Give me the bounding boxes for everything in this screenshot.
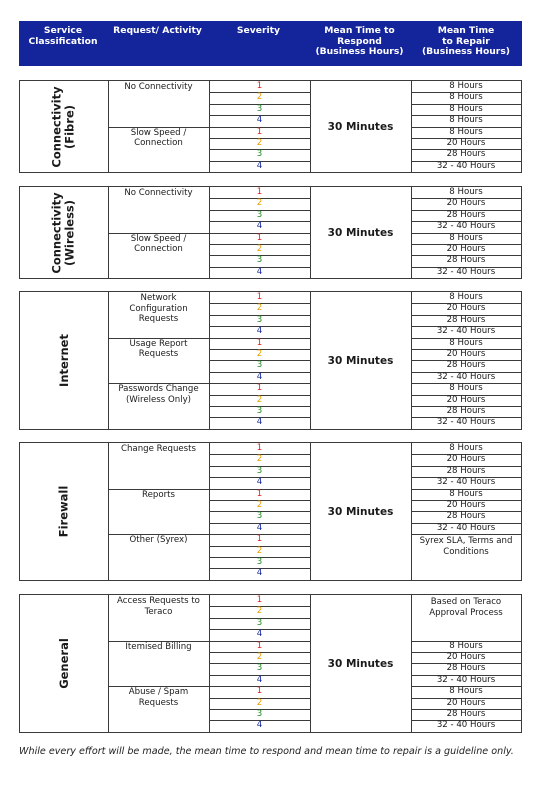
mean-time-repair: 8 Hours bbox=[449, 187, 483, 197]
mean-time-repair: 32 - 40 Hours bbox=[436, 221, 496, 232]
mean-time-repair: 20 Hours bbox=[446, 349, 486, 359]
severity-level: 4 bbox=[256, 115, 263, 126]
severity-level: 3 bbox=[256, 557, 263, 567]
severity-level: 1 bbox=[256, 595, 263, 605]
service-section bbox=[19, 291, 522, 430]
mean-time-repair: 28 Hours bbox=[446, 314, 486, 325]
mean-time-repair: 32 - 40 Hours bbox=[436, 417, 496, 428]
header-severity: Severity bbox=[236, 25, 281, 36]
severity-level: 2 bbox=[256, 606, 263, 617]
request-activity: No Connectivity bbox=[124, 188, 193, 198]
severity-level: 3 bbox=[256, 465, 263, 476]
mean-time-repair: 28 Hours bbox=[446, 709, 486, 719]
mean-time-repair: 8 Hours bbox=[449, 126, 483, 137]
mean-time-repair: 8 Hours bbox=[449, 115, 483, 126]
severity-level: 4 bbox=[256, 477, 263, 488]
mean-time-repair: 28 Hours bbox=[446, 465, 486, 476]
severity-level: 1 bbox=[256, 187, 263, 197]
severity-level: 2 bbox=[256, 303, 263, 314]
request-activity: Passwords Change (Wireless Only) bbox=[118, 384, 199, 405]
severity-level: 1 bbox=[256, 337, 263, 348]
severity-level: 1 bbox=[256, 488, 263, 499]
mean-time-repair: 32 - 40 Hours bbox=[436, 477, 496, 488]
service-section bbox=[19, 186, 522, 279]
request-activity: Network Configuration Requests bbox=[129, 293, 188, 325]
severity-level: 4 bbox=[256, 266, 263, 277]
mean-time-repair: 32 - 40 Hours bbox=[436, 371, 496, 382]
severity-level: 2 bbox=[256, 92, 263, 103]
table-header bbox=[19, 21, 522, 66]
severity-level: 4 bbox=[256, 720, 263, 731]
mean-time-repair: 8 Hours bbox=[449, 92, 483, 103]
header-service-classification: Service Classification bbox=[28, 25, 98, 47]
severity-level: 3 bbox=[256, 617, 263, 628]
header-mean-time-respond: Mean Time to Respond (Business Hours) bbox=[315, 25, 404, 57]
mean-time-repair: 8 Hours bbox=[449, 81, 483, 91]
severity-level: 1 bbox=[256, 383, 263, 394]
mean-time-repair: 8 Hours bbox=[449, 640, 483, 651]
mean-time-repair: 20 Hours bbox=[446, 652, 486, 662]
severity-level: 1 bbox=[256, 81, 263, 91]
service-classification-label: Connectivity (Wireless) bbox=[49, 191, 77, 274]
request-activity: Access Requests to Teraco bbox=[117, 596, 200, 617]
mean-time-repair: 28 Hours bbox=[446, 255, 486, 266]
service-section bbox=[19, 442, 522, 581]
request-activity: Reports bbox=[142, 489, 175, 500]
service-classification bbox=[20, 81, 108, 172]
severity-level: 4 bbox=[256, 629, 263, 640]
severity-level: 4 bbox=[256, 221, 263, 232]
severity-level: 1 bbox=[256, 232, 263, 243]
service-classification bbox=[20, 292, 108, 429]
severity-level: 2 bbox=[256, 545, 263, 556]
mean-time-repair: 28 Hours bbox=[446, 209, 486, 220]
mean-time-repair: 8 Hours bbox=[449, 443, 483, 453]
mean-time-repair: 20 Hours bbox=[446, 500, 486, 510]
request-activity: Change Requests bbox=[120, 444, 197, 454]
request-activity: Abuse / Spam Requests bbox=[128, 687, 189, 708]
severity-level: 3 bbox=[256, 209, 263, 220]
header-mean-time-repair: Mean Time to Repair (Business Hours) bbox=[421, 25, 510, 57]
mean-time-repair: 32 - 40 Hours bbox=[436, 326, 496, 337]
mean-time-respond: 30 Minutes bbox=[327, 226, 394, 239]
mean-time-repair: 8 Hours bbox=[449, 103, 483, 114]
service-classification bbox=[20, 595, 108, 732]
mean-time-respond: 30 Minutes bbox=[327, 657, 394, 670]
severity-level: 4 bbox=[256, 160, 263, 171]
severity-level: 2 bbox=[256, 697, 263, 708]
column-divider bbox=[108, 443, 109, 580]
mean-time-repair: 8 Hours bbox=[449, 383, 483, 394]
request-activity: Slow Speed / Connection bbox=[130, 233, 187, 255]
mean-time-respond: 30 Minutes bbox=[327, 120, 394, 133]
mean-time-repair: 20 Hours bbox=[446, 303, 486, 314]
mean-time-repair: 32 - 40 Hours bbox=[436, 522, 496, 533]
service-classification-label: Connectivity (Fibre) bbox=[49, 85, 77, 168]
mean-time-repair: 32 - 40 Hours bbox=[436, 160, 496, 171]
severity-level: 4 bbox=[256, 326, 263, 337]
mean-time-respond: 30 Minutes bbox=[327, 505, 394, 518]
severity-level: 1 bbox=[256, 126, 263, 137]
mean-time-repair: 8 Hours bbox=[449, 337, 483, 348]
request-activity: No Connectivity bbox=[124, 82, 193, 92]
severity-level: 3 bbox=[256, 255, 263, 266]
mean-time-repair: 20 Hours bbox=[446, 198, 486, 209]
service-classification-label: Internet bbox=[56, 334, 71, 387]
severity-level: 1 bbox=[256, 686, 263, 697]
severity-level: 4 bbox=[256, 568, 263, 579]
severity-level: 3 bbox=[256, 406, 263, 416]
request-activity: Usage Report Requests bbox=[129, 338, 188, 360]
severity-level: 2 bbox=[256, 500, 263, 510]
severity-level: 4 bbox=[256, 522, 263, 533]
severity-level: 2 bbox=[256, 198, 263, 209]
service-classification bbox=[20, 187, 108, 278]
mean-time-repair: 32 - 40 Hours bbox=[436, 720, 496, 731]
service-section bbox=[19, 80, 522, 173]
severity-level: 3 bbox=[256, 663, 263, 674]
severity-level: 2 bbox=[256, 394, 263, 405]
severity-level: 2 bbox=[256, 244, 263, 254]
mean-time-repair: 28 Hours bbox=[446, 360, 486, 371]
repair-note: Syrex SLA, Terms and Conditions bbox=[419, 536, 513, 557]
mean-time-repair: 32 - 40 Hours bbox=[436, 674, 496, 685]
severity-level: 1 bbox=[256, 640, 263, 651]
mean-time-repair: 8 Hours bbox=[449, 232, 483, 243]
severity-level: 1 bbox=[256, 534, 263, 545]
mean-time-repair: 28 Hours bbox=[446, 406, 486, 416]
request-activity: Other (Syrex) bbox=[129, 535, 188, 546]
severity-level: 3 bbox=[256, 360, 263, 371]
mean-time-repair: 20 Hours bbox=[446, 138, 486, 148]
mean-time-repair: 20 Hours bbox=[446, 454, 486, 465]
severity-level: 3 bbox=[256, 709, 263, 719]
mean-time-repair: 8 Hours bbox=[449, 488, 483, 499]
repair-note: Based on Teraco Approval Process bbox=[429, 597, 503, 618]
severity-level: 2 bbox=[256, 454, 263, 465]
header-request-activity: Request/ Activity bbox=[113, 25, 202, 36]
severity-level: 2 bbox=[256, 138, 263, 148]
mean-time-repair: 28 Hours bbox=[446, 149, 486, 160]
severity-level: 2 bbox=[256, 349, 263, 359]
mean-time-repair: 28 Hours bbox=[446, 511, 486, 522]
mean-time-repair: 20 Hours bbox=[446, 244, 486, 254]
service-classification bbox=[20, 443, 108, 580]
severity-level: 4 bbox=[256, 674, 263, 685]
request-activity: Itemised Billing bbox=[125, 641, 192, 652]
severity-level: 1 bbox=[256, 443, 263, 453]
row-divider bbox=[411, 534, 521, 535]
mean-time-repair: 20 Hours bbox=[446, 394, 486, 405]
severity-level: 3 bbox=[256, 314, 263, 325]
mean-time-repair: 32 - 40 Hours bbox=[436, 266, 496, 277]
severity-level: 4 bbox=[256, 417, 263, 428]
severity-level: 3 bbox=[256, 511, 263, 522]
service-classification-label: Firewall bbox=[56, 485, 71, 538]
service-section bbox=[19, 594, 522, 733]
request-activity: Slow Speed / Connection bbox=[130, 127, 187, 149]
mean-time-repair: 20 Hours bbox=[446, 697, 486, 708]
severity-level: 2 bbox=[256, 652, 263, 662]
mean-time-repair: 28 Hours bbox=[446, 663, 486, 674]
severity-level: 3 bbox=[256, 103, 263, 114]
footnote: While every effort will be made, the mean time to respond and mean time to repair is a guideline only. bbox=[19, 746, 514, 757]
mean-time-repair: 8 Hours bbox=[449, 292, 483, 302]
service-classification-label: General bbox=[56, 638, 71, 689]
severity-level: 1 bbox=[256, 292, 263, 302]
mean-time-respond: 30 Minutes bbox=[327, 354, 394, 367]
mean-time-repair: 8 Hours bbox=[449, 686, 483, 697]
severity-level: 3 bbox=[256, 149, 263, 160]
severity-level: 4 bbox=[256, 371, 263, 382]
